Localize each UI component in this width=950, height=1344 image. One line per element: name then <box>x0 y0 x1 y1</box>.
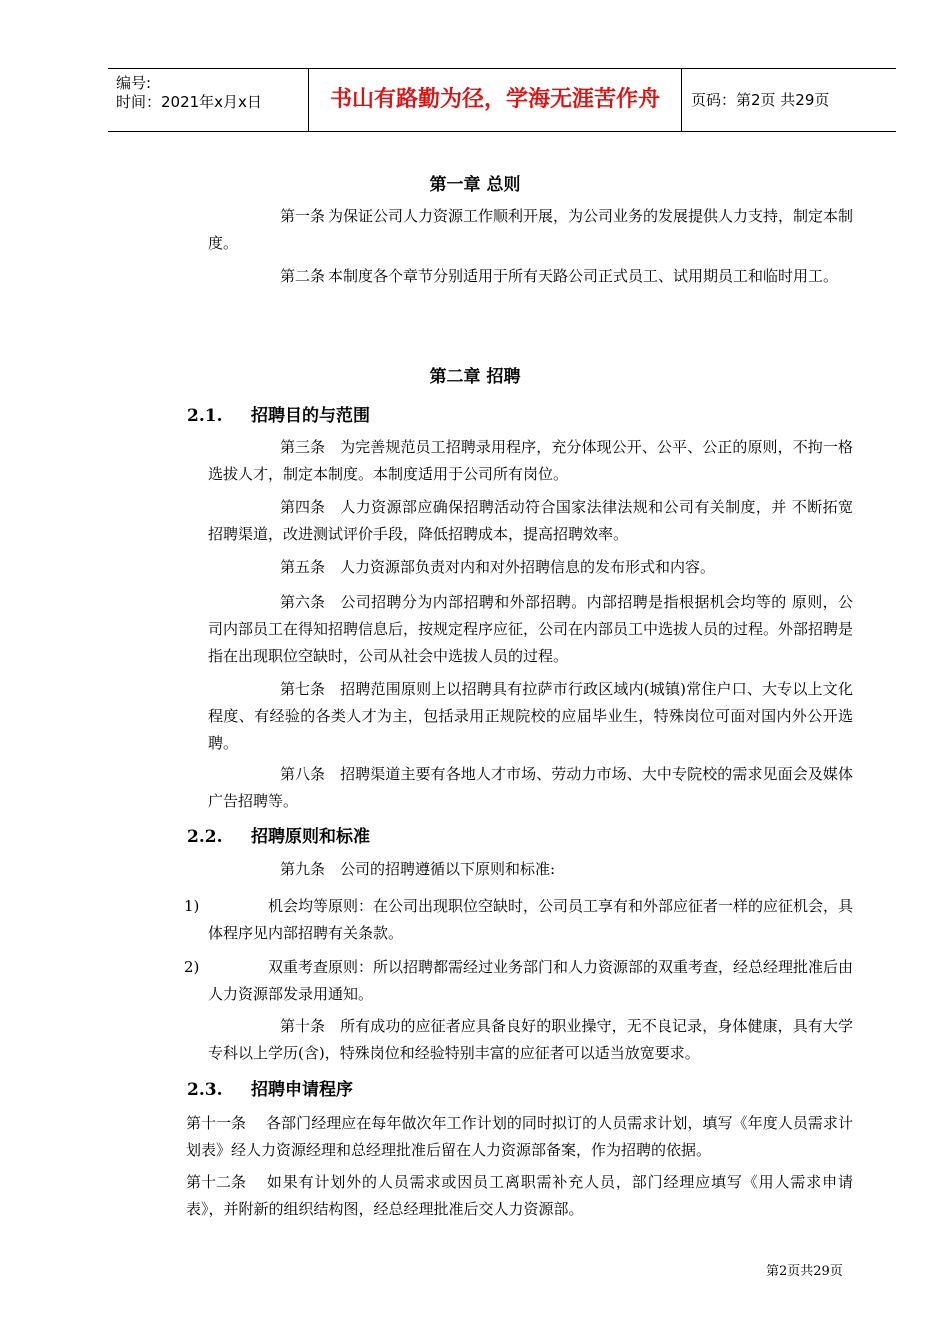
article-3-label: 第三条 <box>280 438 326 456</box>
section-title: 招聘原则和标准 <box>251 827 370 847</box>
article-12-text: 如果有计划外的人员需求或因员工离职需补充人员，部门经理应填写《用人需求申请表》，并附新的组织结构图，经总经理批准后交人力资源部。 <box>186 1173 853 1218</box>
article-5-text: 人力资源部负责对内和对外招聘信息的发布形式和内容。 <box>340 558 716 576</box>
section-number: 2.1. <box>187 406 223 426</box>
header-page-label: 页码：第2页 共29页 <box>691 91 830 109</box>
article-10-label: 第十条 <box>280 1017 326 1035</box>
article-8 <box>208 761 853 815</box>
section-title: 招聘目的与范围 <box>251 406 370 426</box>
article-1-text: 为保证公司人力资源工作顺利开展，为公司业务的发展提供人力支持，制定本制度。 <box>208 207 854 252</box>
list-item-1 <box>184 893 854 947</box>
doc-code-label: 编号: <box>116 74 152 92</box>
section-2-1-heading <box>187 401 370 426</box>
article-7-text: 招聘范围原则上以招聘具有拉萨市行政区域内(城镇)常住户口、大专以上文化程度、有经验的各类人才为主，包括录用正规院校的应届毕业生，特殊岗位可面对国内外公开选聘。 <box>208 680 853 752</box>
article-4-text: 人力资源部应确保招聘活动符合国家法律法规和公司有关制度，并 不断拓宽招聘渠道，改进测试评价手段，降低招聘成本，提高招聘效率。 <box>208 498 853 543</box>
article-1-label: 第一条 <box>280 207 326 225</box>
article-2 <box>208 263 853 290</box>
article-9-text: 公司的招聘遵循以下原则和标准: <box>340 860 556 878</box>
doc-time-label: 时间：2021年x月x日 <box>116 93 262 111</box>
list-item-1-text: 机会均等原则：在公司出现职位空缺时，公司员工享有和外部应征者一样的应征机会，具体程序见内部招聘有关条款。 <box>208 897 854 942</box>
list-item-2-number: 2) <box>184 958 200 976</box>
article-4 <box>208 494 853 548</box>
header-motto: 书山有路勤为径，学海无涯苦作舟 <box>309 69 682 131</box>
article-11-text: 各部门经理应在每年做次年工作计划的同时拟订的人员需求计划，填写《年度人员需求计划表》经人力资源经理和总经理批准后留在人力资源部备案，作为招聘的依据。 <box>186 1114 853 1159</box>
list-item-1-number: 1) <box>184 897 200 915</box>
section-title: 招聘申请程序 <box>251 1080 353 1100</box>
article-1 <box>208 203 853 257</box>
article-11 <box>186 1110 853 1164</box>
article-12 <box>186 1169 853 1223</box>
page-header <box>108 68 896 132</box>
article-2-text: 本制度各个章节分别适用于所有天路公司正式员工、试用期员工和临时用工。 <box>328 267 839 285</box>
article-5 <box>208 554 853 581</box>
article-8-label: 第八条 <box>280 765 326 783</box>
article-3 <box>208 434 853 488</box>
list-item-2 <box>184 954 854 1008</box>
article-4-label: 第四条 <box>280 498 326 516</box>
article-6-label: 第六条 <box>280 593 326 611</box>
article-7-label: 第七条 <box>280 680 326 698</box>
article-9 <box>208 856 853 883</box>
section-2-3-heading <box>187 1075 353 1100</box>
article-10-text: 所有成功的应征者应具备良好的职业操守，无不良记录，身体健康，具有大学专科以上学历(含)，特殊岗位和经验特别丰富的应征者可以适当放宽要求。 <box>208 1017 853 1062</box>
article-7 <box>208 676 853 757</box>
article-10 <box>208 1013 853 1067</box>
list-item-2-text: 双重考查原则：所以招聘都需经过业务部门和人力资源部的双重考查，经总经理批准后由人力资源部发录用通知。 <box>208 958 854 1003</box>
page-footer: 第2页共29页 <box>766 1264 843 1279</box>
article-5-label: 第五条 <box>280 558 326 576</box>
chapter-2-title: 第二章 招聘 <box>429 367 521 387</box>
article-12-label: 第十二条 <box>186 1173 247 1191</box>
section-number: 2.3. <box>187 1080 223 1100</box>
section-number: 2.2. <box>187 827 223 847</box>
article-9-label: 第九条 <box>280 860 326 878</box>
article-3-text: 为完善规范员工招聘录用程序，充分体现公开、公平、公正的原则，不拘一格选拔人才，制定本制度。本制度适用于公司所有岗位。 <box>208 438 853 483</box>
article-6 <box>208 589 853 670</box>
section-2-2-heading <box>187 822 370 847</box>
article-8-text: 招聘渠道主要有各地人才市场、劳动力市场、大中专院校的需求见面会及媒体广告招聘等。 <box>208 765 853 810</box>
article-2-label: 第二条 <box>280 267 326 285</box>
article-11-label: 第十一条 <box>186 1114 247 1132</box>
chapter-1-title: 第一章 总则 <box>429 175 521 195</box>
article-6-text: 公司招聘分为内部招聘和外部招聘。内部招聘是指根据机会均等的 原则，公司内部员工在得知招聘信息后，按规定程序应征，公司在内部员工中选拔人员的过程。外部招聘是指在出现职位空缺时，公司从社会中选拔人员的过程。 <box>208 593 854 665</box>
header-meta <box>108 69 309 131</box>
